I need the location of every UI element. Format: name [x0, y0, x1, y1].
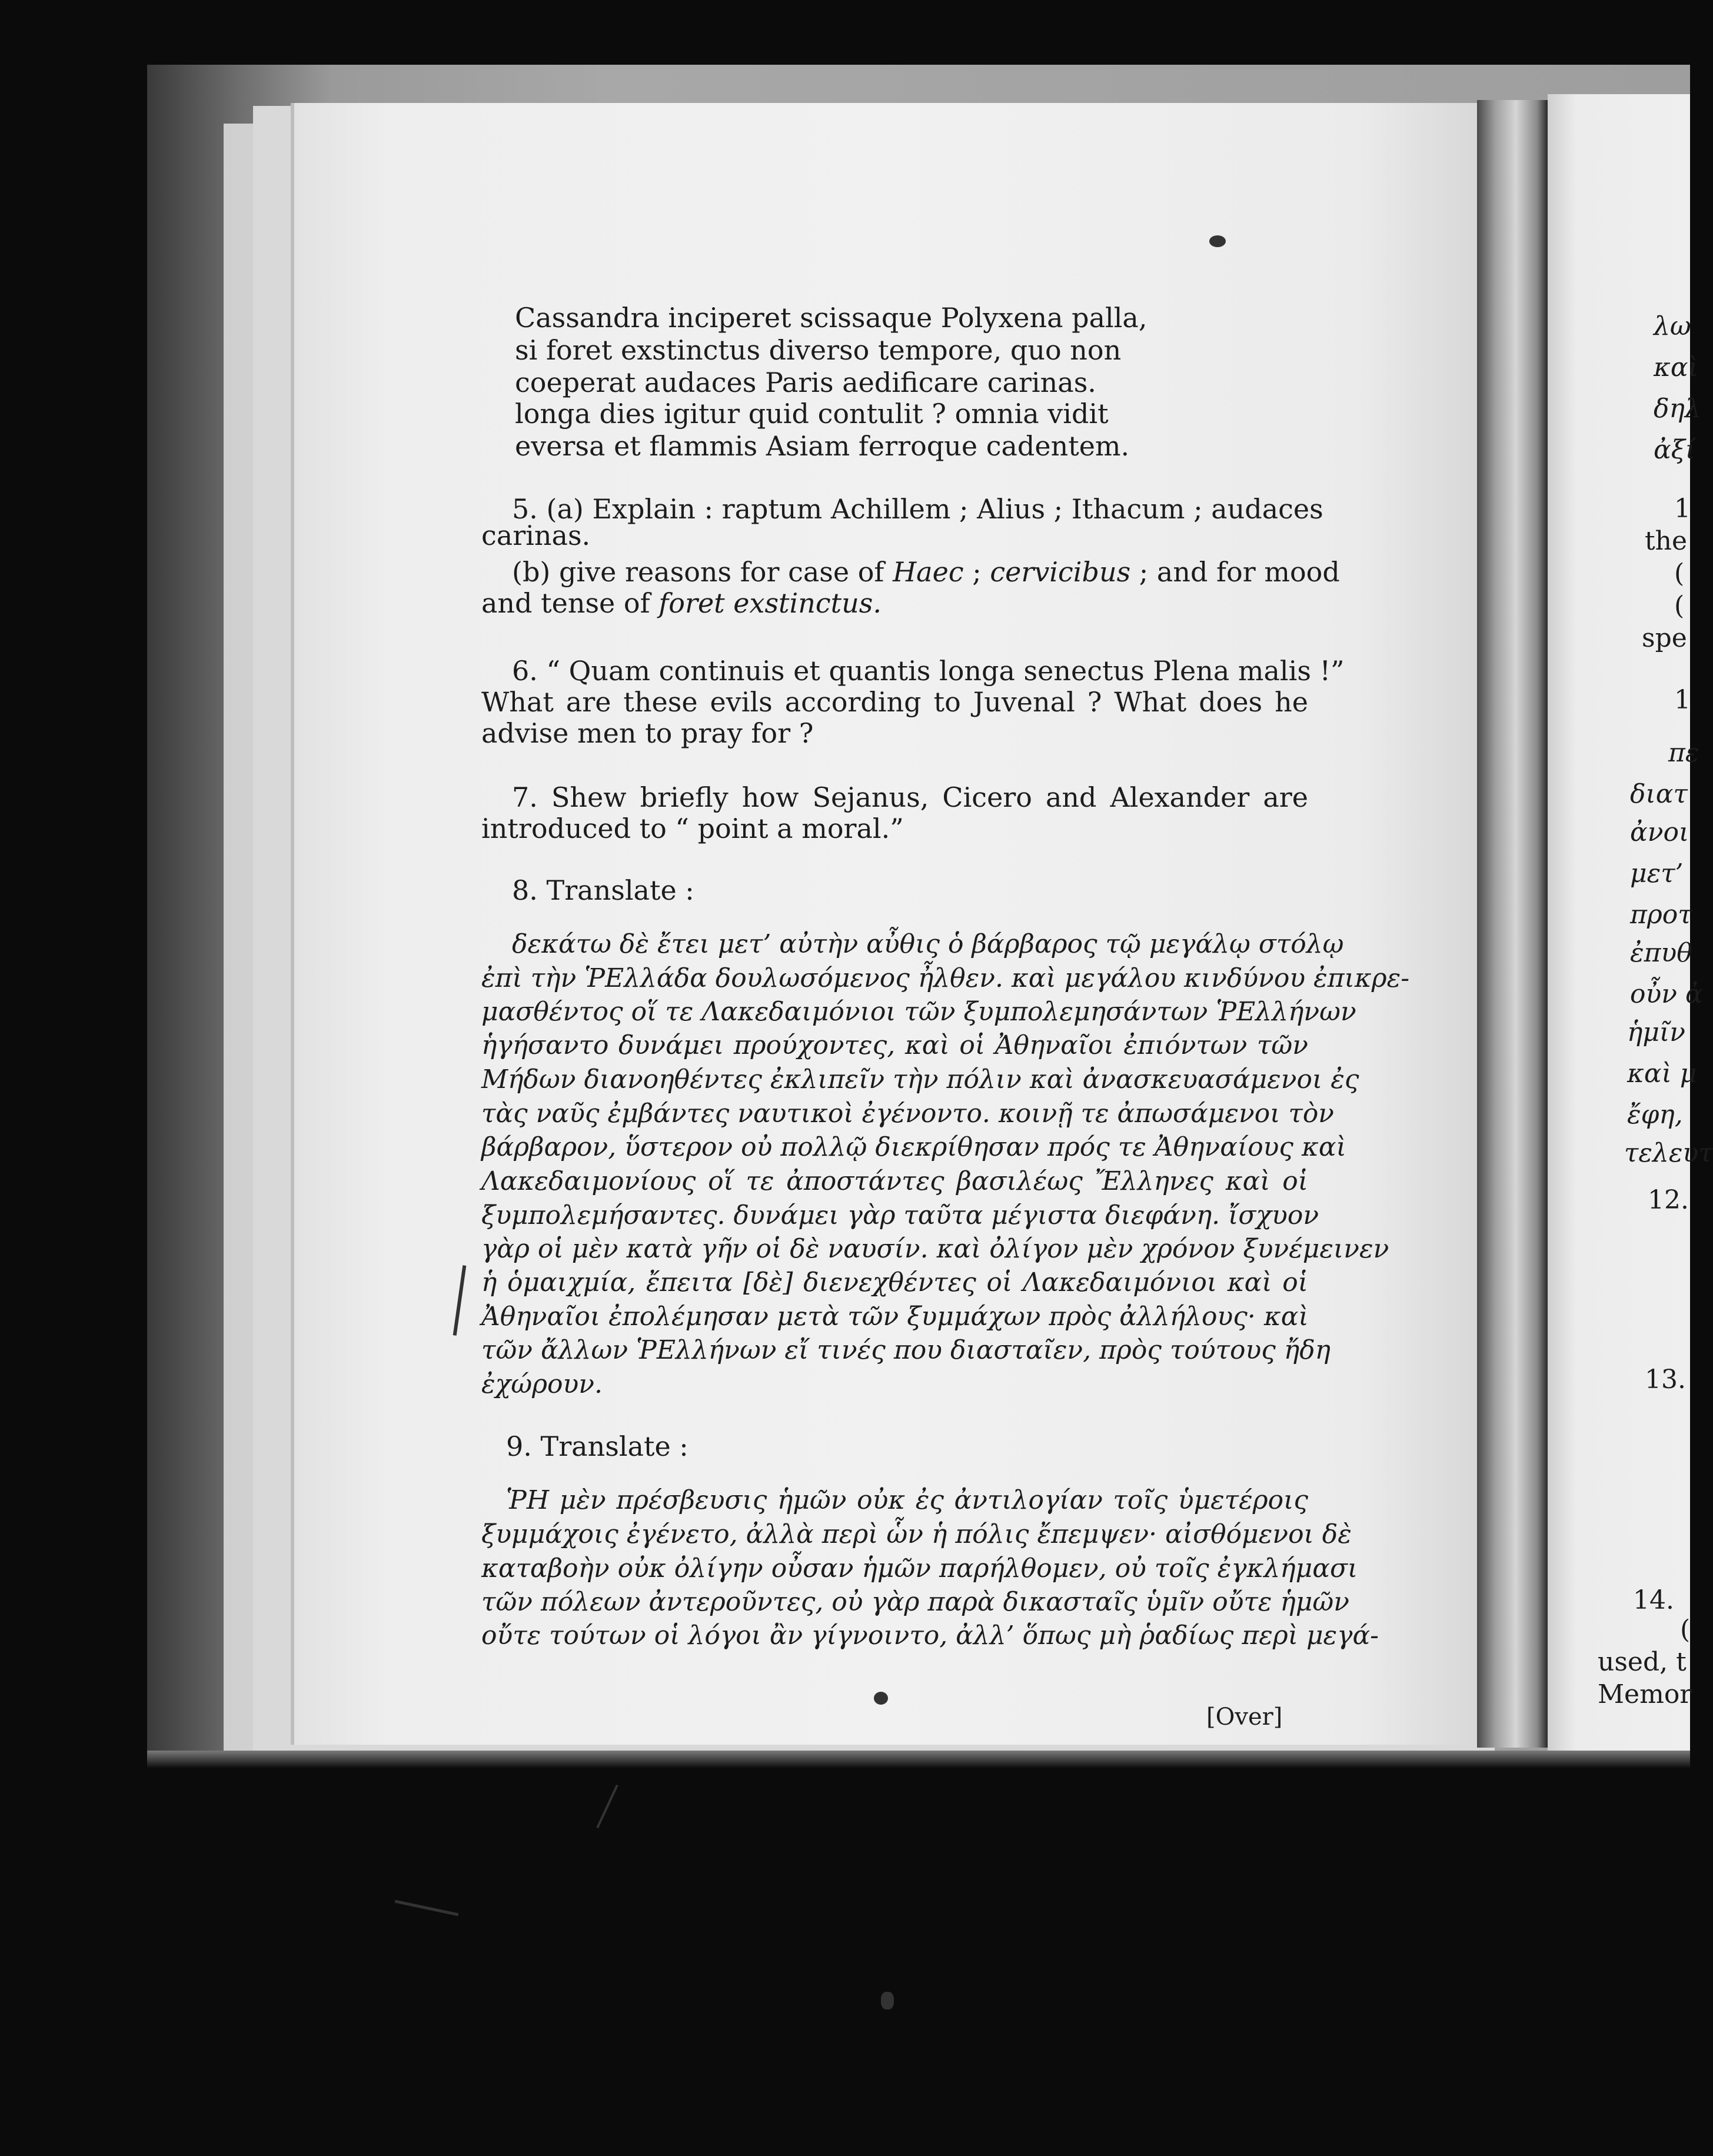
right-page-fragment: καὶ — [1654, 352, 1698, 382]
greek-line: τῶν πόλεων ἀντεροῦντες, οὐ γὰρ παρὰ δικασταῖς ὑμῖν οὔτε ἡμῶν — [481, 1587, 1349, 1617]
greek-line: ἐπὶ τὴν ῬΕλλάδα δουλωσόμενος ἦλθεν. καὶ μεγάλου κινδύνου ἐπικρε- — [481, 963, 1410, 993]
right-page-fragment: προτ — [1630, 900, 1692, 930]
right-page-fragment: οὖν ἀ — [1630, 979, 1703, 1009]
right-page-fragment: τελευτ — [1624, 1138, 1713, 1168]
greek-line: ῬΗ μὲν πρέσβευσις ἡμῶν οὐκ ἐς ἀντιλογίαν τοῖς ὑμετέροις — [506, 1485, 1308, 1515]
question-5b-cont — [481, 585, 882, 621]
greek-line: τῶν ἄλλων ῬΕλλήνων εἴ τινές που διασταῖεν, πρὸς τούτους ἤδη — [481, 1335, 1331, 1365]
right-page-fragment: καὶ μ — [1627, 1059, 1697, 1089]
ink-speck — [874, 1692, 888, 1705]
question-6-line: advise men to pray for ? — [481, 717, 814, 749]
question-8-heading: 8. Translate : — [512, 874, 694, 906]
right-page-fragment: λω — [1654, 311, 1691, 341]
right-page-fragment: δηλ — [1654, 394, 1701, 424]
greek-line: Ἀθηναῖοι ἐπολέμησαν μετὰ τῶν ξυμμάχων πρὸς ἀλλήλους· καὶ — [481, 1302, 1309, 1332]
right-page-fragment: ἀξί — [1654, 435, 1696, 465]
question-9-heading: 9. Translate : — [506, 1430, 688, 1462]
right-page-fragment: ἀνοι — [1630, 817, 1689, 847]
greek-line: μασθέντος οἵ τε Λακεδαιμόνιοι τῶν ξυμπολεμησάντων ῬΕλλήνων — [481, 997, 1356, 1027]
question-5a-cont: carinas. — [481, 520, 591, 551]
right-page-fragment: 1 — [1674, 494, 1691, 524]
q5b-text: (b) give reasons for case of — [512, 556, 893, 588]
pencil-mark — [596, 1785, 618, 1828]
q5b-post: ; and for mood — [1130, 556, 1340, 588]
greek-line: βάρβαρον, ὕστερον οὐ πολλῷ διεκρίθησαν πρός τε Ἀθηναίους καὶ — [481, 1132, 1346, 1162]
ink-speck — [1209, 235, 1226, 247]
greek-line: ξυμπολεμήσαντες. δυνάμει γὰρ ταῦτα μέγιστα διεφάνη. ἴσχυον — [481, 1200, 1319, 1230]
greek-line: δεκάτω δὲ ἔτει μετ’ αὐτὴν αὖθις ὁ βάρβαρος τῷ μεγάλῳ στόλῳ — [512, 929, 1344, 959]
greek-line: καταβοὴν οὐκ ὀλίγην οὖσαν ἡμῶν παρήλθομεν, οὐ τοῖς ἐγκλήμασι — [481, 1553, 1358, 1583]
right-page-fragment: ( — [1680, 1615, 1691, 1645]
greek-line: ξυμμάχοις ἐγένετο, ἀλλὰ περὶ ὧν ἡ πόλις ἔπεμψεν· αἰσθόμενοι δὲ — [481, 1519, 1352, 1549]
right-page-fragment: ἔφη, — [1627, 1100, 1683, 1130]
question-7: 7. Shew briefly how Sejanus, Cicero and Alexander are — [512, 781, 1308, 813]
question-5a: 5. (a) Explain : raptum Achillem ; Alius ; Ithacum ; audaces — [512, 493, 1323, 525]
right-page-fragment: used, t — [1598, 1647, 1687, 1677]
right-page-fragment: Memor — [1598, 1679, 1692, 1709]
right-page-fragment: 14. — [1633, 1585, 1674, 1615]
pencil-mark — [395, 1900, 459, 1917]
pencil-mark — [453, 1265, 467, 1336]
ink-speck — [881, 1992, 894, 2009]
poem-line: Cassandra inciperet scissaque Polyxena palla, — [515, 302, 1147, 334]
greek-line: ἡ ὁμαιχμία, ἔπειτα [δὲ] διενεχθέντες οἱ Λακεδαιμόνιοι καὶ οἱ — [481, 1267, 1308, 1297]
q5b-cervicibus: cervicibus — [990, 556, 1131, 588]
right-page-fragment: 12. — [1648, 1185, 1689, 1215]
over-marker: [Over] — [1206, 1703, 1283, 1731]
poem-line: coeperat audaces Paris aedificare carinas. — [515, 367, 1096, 398]
greek-line: τὰς ναῦς ἐμβάντες ναυτικοὶ ἐγένοντο. κοινῇ τε ἀπωσάμενοι τὸν — [481, 1099, 1335, 1129]
greek-line: Μήδων διανοηθέντες ἐκλιπεῖν τὴν πόλιν καὶ ἀνασκευασάμενοι ἐς — [481, 1064, 1359, 1094]
q5b-sep: ; — [963, 556, 990, 588]
greek-line: Λακεδαιμονίους οἵ τε ἀποστάντες βασιλέως Ἔλληνες καὶ οἱ — [481, 1166, 1308, 1196]
right-page-fragment: ( — [1674, 558, 1685, 588]
right-page-fragment: διατ — [1630, 779, 1688, 809]
question-5b — [512, 554, 1340, 590]
greek-line: ἡγήσαντο δυνάμει προύχοντες, καὶ οἱ Ἀθηναῖοι ἐπιόντων τῶν — [481, 1030, 1308, 1060]
question-6-line: What are these evils according to Juvenal ? What does he — [481, 686, 1308, 718]
question-6: 6. “ Quam continuis et quantis longa senectus Plena malis !” — [512, 655, 1345, 687]
right-page-fragment: the — [1645, 526, 1688, 556]
poem-line: longa dies igitur quid contulit ? omnia vidit — [515, 398, 1109, 430]
greek-line: γὰρ οἱ μὲν κατὰ γῆν οἱ δὲ ναυσίν. καὶ ὀλίγον μὲν χρόνον ξυνέμεινεν — [481, 1234, 1389, 1264]
right-page-fragment: ἡμῖν — [1627, 1017, 1685, 1047]
poem-line: eversa et flammis Asiam ferroque cadentem. — [515, 430, 1130, 462]
right-page-fragment: spe — [1642, 623, 1687, 653]
greek-line: ἐχώρουν. — [481, 1369, 603, 1399]
right-page-fragment: ἐπυθ — [1630, 938, 1692, 968]
q5b-haec: Haec — [893, 556, 964, 588]
greek-line: οὔτε τούτων οἱ λόγοι ἂν γίγνοιντο, ἀλλ’ ὅπως μὴ ῥαδίως περὶ μεγά- — [481, 1621, 1379, 1651]
q5b2-text: and tense of — [481, 587, 659, 619]
right-page-fragment: 13. — [1645, 1365, 1686, 1395]
right-page-fragment: πε — [1668, 738, 1699, 768]
right-page-fragment: ( — [1674, 591, 1685, 621]
right-page-fragment: μετ’ — [1630, 859, 1684, 889]
question-7-line: introduced to “ point a moral.” — [481, 813, 904, 844]
right-page-fragment: 1 — [1674, 685, 1691, 715]
q5b2-italic: foret exstinctus. — [658, 587, 882, 619]
poem-line: si foret exstinctus diverso tempore, quo non — [515, 334, 1122, 366]
